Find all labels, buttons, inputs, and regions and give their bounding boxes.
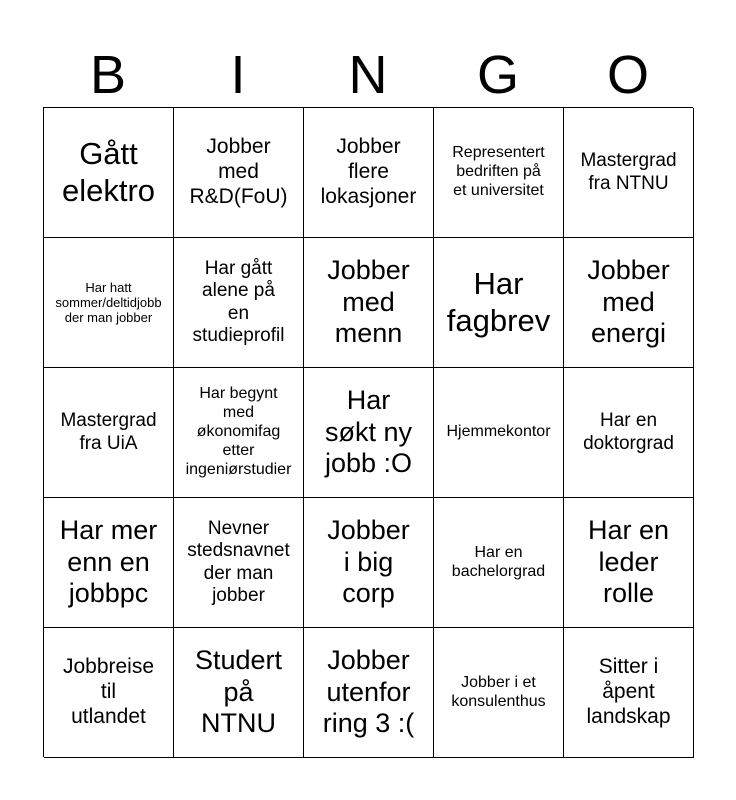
bingo-cell[interactable]: Sitter i åpent landskap [564, 628, 694, 758]
bingo-cell[interactable]: Mastergrad fra UiA [44, 368, 174, 498]
bingo-cell[interactable]: Jobber i big corp [304, 498, 434, 628]
bingo-cell[interactable]: Jobber med R&D(FoU) [174, 108, 304, 238]
header-letter-b: B [89, 45, 127, 105]
bingo-cell[interactable]: Studert på NTNU [174, 628, 304, 758]
bingo-cell[interactable]: Har en doktorgrad [564, 368, 694, 498]
bingo-cell[interactable]: Representert bedriften på et universitet [434, 108, 564, 238]
bingo-cell[interactable]: Jobber med menn [304, 238, 434, 368]
bingo-cell[interactable]: Har fagbrev [434, 238, 564, 368]
header-letter-n: N [348, 45, 388, 105]
bingo-cell[interactable]: Gått elektro [44, 108, 174, 238]
bingo-cell[interactable]: Jobber med energi [564, 238, 694, 368]
bingo-grid [43, 107, 693, 757]
bingo-cell[interactable]: Jobber i et konsulenthus [434, 628, 564, 758]
bingo-cell[interactable]: Jobber flere lokasjoner [304, 108, 434, 238]
bingo-cell[interactable]: Jobber utenfor ring 3 :( [304, 628, 434, 758]
bingo-cell[interactable]: Har en leder rolle [564, 498, 694, 628]
header-letter-i: I [230, 45, 246, 105]
bingo-cell[interactable]: Har mer enn en jobbpc [44, 498, 174, 628]
bingo-cell[interactable]: Hjemmekontor [434, 368, 564, 498]
header-letter-g: G [476, 45, 519, 105]
bingo-cell[interactable]: Har gått alene på en studieprofil [174, 238, 304, 368]
header-letter-o: O [606, 45, 649, 105]
bingo-cell[interactable]: Har hatt sommer/deltidjobb der man jobber [44, 238, 174, 368]
bingo-cell[interactable]: Har en bachelorgrad [434, 498, 564, 628]
bingo-cell[interactable]: Har begynt med økonomifag etter ingeniørstudier [174, 368, 304, 498]
bingo-header [43, 44, 693, 106]
bingo-cell[interactable]: Mastergrad fra NTNU [564, 108, 694, 238]
bingo-cell[interactable]: Har søkt ny jobb :O [304, 368, 434, 498]
bingo-cell[interactable]: Jobbreise til utlandet [44, 628, 174, 758]
bingo-cell[interactable]: Nevner stedsnavnet der man jobber [174, 498, 304, 628]
